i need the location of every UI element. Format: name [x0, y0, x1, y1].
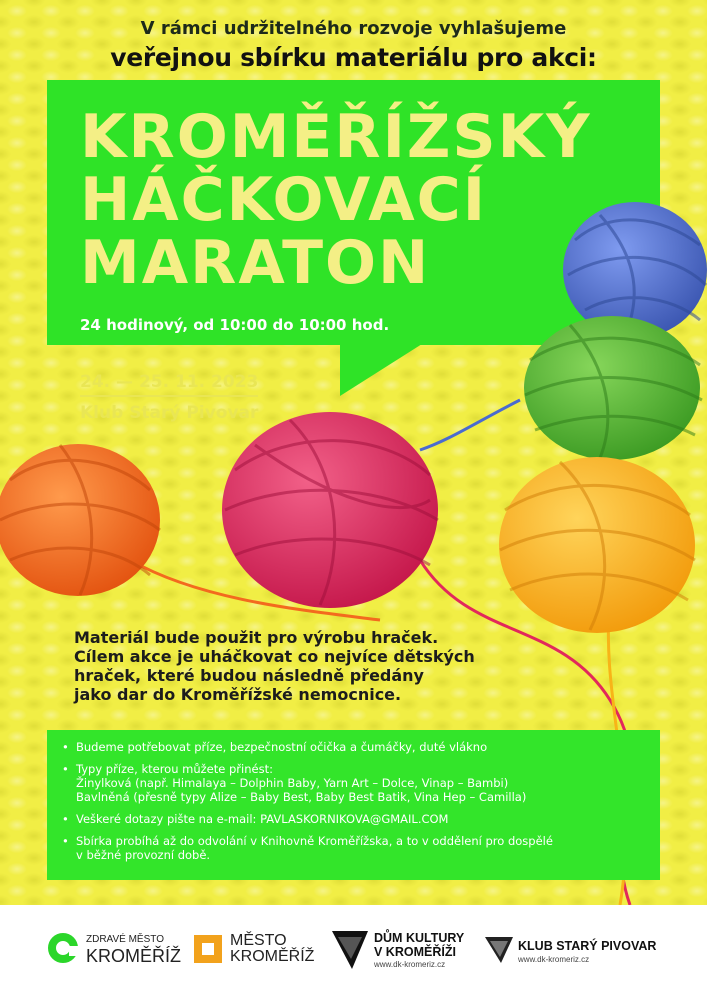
- description-line-1: Materiál bude použit pro výrobu hraček.: [74, 628, 439, 647]
- event-venue: Klub Starý Pivovar: [80, 403, 259, 423]
- logo-mesto-line2: KROMĚŘÍŽ: [230, 948, 315, 965]
- info-item-line: Žinylková (např. Himalaya – Dolphin Baby, Yarn Art – Dolce, Vinap – Bambi): [76, 776, 509, 790]
- yarn-ball-orange: [0, 444, 160, 596]
- info-item-yarn-types: [62, 762, 652, 804]
- info-item-contact: [62, 812, 652, 826]
- logo-zdrave-mesto-line2: KROMĚŘÍŽ: [86, 946, 182, 966]
- logo-mesto-text: [230, 933, 314, 965]
- bullet-icon: •: [62, 834, 69, 848]
- logo-zdrave-mesto: [48, 927, 188, 977]
- info-item-line: Veškeré dotazy pište na e-mail: PAVLASKORNIKOVA@GMAIL.COM: [76, 812, 449, 826]
- footer-logos: [0, 905, 707, 1000]
- description-line-4: jako dar do Kroměřížské nemocnice.: [74, 685, 402, 704]
- logo-dum-kultury-web: www.dk-kromeriz.cz: [374, 960, 446, 969]
- zdrave-mesto-logo-icon: [48, 933, 78, 963]
- logo-zdrave-mesto-line1: ZDRAVÉ MĚSTO: [86, 934, 164, 945]
- info-item-collection: [62, 834, 652, 862]
- logo-klub-web: www.dk-kromeriz.cz: [518, 955, 590, 964]
- info-item-line: Budeme potřebovat příze, bezpečnostní očička a čumáčky, duté vlákno: [76, 740, 488, 754]
- info-item-line: Sbírka probíhá až do odvolání v Knihovně Kroměřížska, a to v oddělení pro dospělé: [76, 834, 553, 848]
- mesto-logo-icon: [194, 935, 222, 963]
- logo-klub: [485, 927, 665, 977]
- bullet-icon: •: [62, 740, 69, 754]
- logo-klub-name: KLUB STARÝ PIVOVAR: [518, 939, 657, 953]
- description-line-3: hraček, které budou následně předány: [74, 666, 424, 685]
- logo-mesto: [194, 927, 314, 977]
- info-item-materials: [62, 740, 652, 754]
- dum-kultury-logo-icon: [332, 929, 368, 971]
- yarn-ball-yellow: [499, 457, 695, 633]
- event-date: 24. — 25. 11. 2023: [80, 372, 258, 397]
- logo-mesto-line1: MĚSTO: [230, 932, 287, 949]
- logo-dum-kultury-text: [374, 931, 464, 959]
- info-item-line: v běžné provozní době.: [76, 848, 211, 862]
- event-title-line-1: KROMĚŘÍŽSKÝ: [80, 102, 592, 172]
- logo-dum-kultury-line1: DŮM KULTURY: [374, 931, 465, 945]
- event-title-line-3: MARATON: [80, 228, 431, 298]
- event-title-line-2: HÁČKOVACÍ: [80, 165, 488, 235]
- intro-line-2: veřejnou sbírku materiálu pro akci:: [110, 43, 597, 72]
- event-duration: 24 hodinový, od 10:00 do 10:00 hod.: [80, 316, 390, 334]
- yarn-strand-blue: [420, 400, 520, 450]
- description-line-2: Cílem akce je uháčkovat co nejvíce dětských: [74, 647, 475, 666]
- info-item-line: Bavlněná (přesně typy Alize – Baby Best, Baby Best Batik, Vina Hep – Camilla): [76, 790, 527, 804]
- info-item-line: Typy příze, kterou můžete přinést:: [76, 762, 273, 776]
- yarn-ball-green: [524, 316, 702, 460]
- yarn-ball-blue: [563, 202, 707, 338]
- bullet-icon: •: [62, 762, 69, 776]
- yarn-ball-red: [222, 412, 438, 608]
- bullet-icon: •: [62, 812, 69, 826]
- intro-line-1: V rámci udržitelného rozvoje vyhlašujeme: [140, 18, 567, 39]
- logo-dum-kultury: [332, 927, 472, 977]
- description: [74, 628, 634, 704]
- logo-dum-kultury-line2: V KROMĚŘÍŽI: [374, 945, 456, 959]
- klub-logo-icon: [485, 937, 513, 963]
- info-list: [62, 740, 652, 870]
